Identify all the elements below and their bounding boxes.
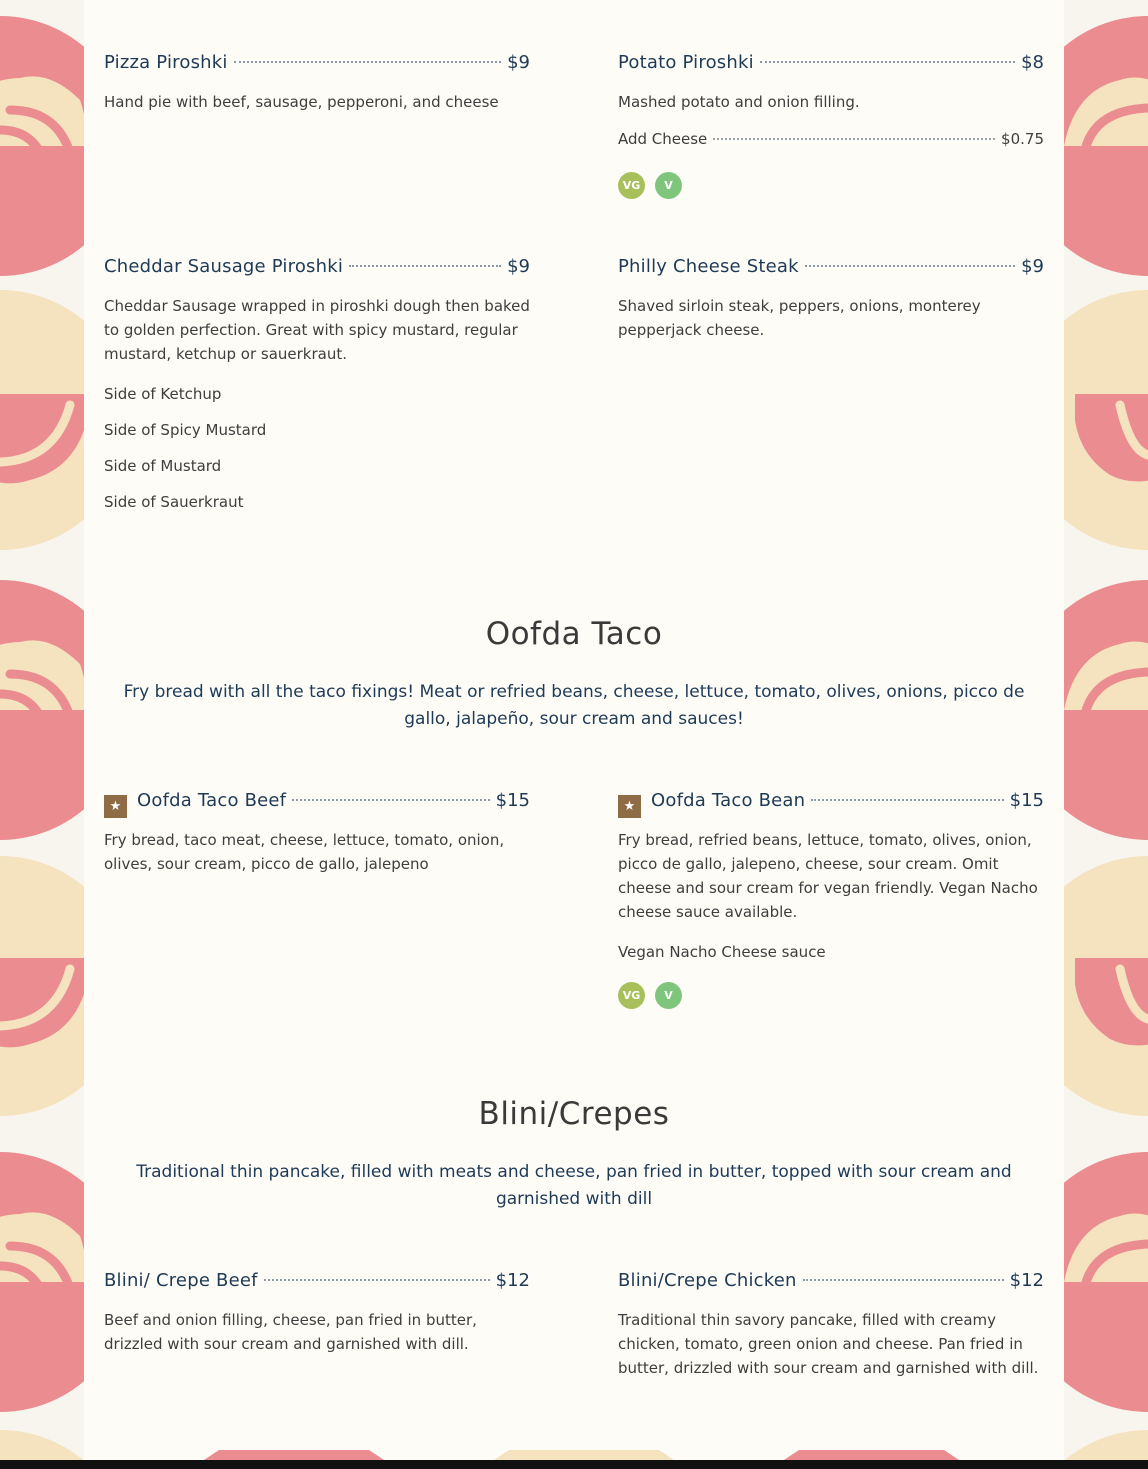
dot-leader [713, 138, 995, 140]
dot-leader [292, 799, 489, 801]
section-title-oofda-taco: Oofda Taco [485, 616, 663, 652]
item-description: Fry bread, refried beans, lettuce, tomato, olives, onion, picco de gallo, jalepeno, cheese, sour cream. Omit cheese and sour cream for vegan friendly. Vegan Nacho cheese sauce available. [618, 831, 1038, 921]
item-description: Beef and onion filling, cheese, pan fried in butter, drizzled with sour cream and garnished with dill. [104, 1311, 477, 1353]
side-sauerkraut-option[interactable]: Side of Sauerkraut [104, 493, 244, 511]
item-description: Hand pie with beef, sausage, pepperoni, and cheese [104, 93, 499, 111]
menu-item-pizza-piroshki[interactable] [104, 52, 530, 114]
dot-leader [264, 1279, 490, 1281]
item-price: $9 [1021, 256, 1044, 277]
item-name: Cheddar Sausage Piroshki [104, 256, 344, 277]
section-description-blini-crepes: Traditional thin pancake, filled with meats and cheese, pan fried in butter, topped with sour cream and garnished with dill [136, 1162, 1012, 1209]
item-price: $12 [1009, 1270, 1044, 1291]
section-description-oofda-taco: Fry bread with all the taco fixings! Meat or refried beans, cheese, lettuce, tomato, olives, onions, picco de gallo, jalapeño, sour cream and sauces! [123, 682, 1025, 729]
item-name: Potato Piroshki [618, 52, 754, 73]
dot-leader [349, 265, 501, 267]
add-cheese-option[interactable] [618, 130, 1044, 154]
section-title-blini-crepes: Blini/Crepes [478, 1096, 670, 1132]
item-description: Fry bread, taco meat, cheese, lettuce, tomato, onion, olives, sour cream, picco de gallo, jalepeno [104, 831, 505, 873]
menu-item-oofda-taco-beef[interactable] [104, 790, 530, 876]
item-price: $9 [507, 256, 530, 277]
side-mustard-option[interactable]: Side of Mustard [104, 457, 222, 475]
dot-leader [234, 61, 501, 63]
diet-badges [618, 172, 1044, 199]
dot-leader [805, 265, 1015, 267]
star-icon: ★ [104, 795, 127, 818]
item-name: Blini/Crepe Chicken [618, 1270, 797, 1291]
side-ketchup-option[interactable]: Side of Ketchup [104, 385, 222, 403]
window-bottom-edge [0, 1460, 1148, 1469]
item-name: Oofda Taco Beef [137, 790, 287, 811]
item-name: Blini/ Crepe Beef [104, 1270, 258, 1291]
dot-leader [760, 61, 1015, 63]
vegan-nacho-cheese-option[interactable]: Vegan Nacho Cheese sauce [618, 943, 826, 961]
vegetarian-badge: V [655, 172, 682, 199]
menu-item-potato-piroshki[interactable] [618, 52, 1044, 199]
menu-item-philly-cheese-steak[interactable] [618, 256, 1044, 342]
menu-item-oofda-taco-bean[interactable] [618, 790, 1044, 1009]
item-name: Oofda Taco Bean [651, 790, 806, 811]
item-description: Shaved sirloin steak, peppers, onions, monterey pepperjack cheese. [618, 297, 981, 339]
option-label: Add Cheese [618, 130, 708, 148]
dot-leader [811, 799, 1003, 801]
vegan-badge: VG [618, 172, 645, 199]
next-section-decoration [84, 1448, 1064, 1460]
item-description: Traditional thin savory pancake, filled with creamy chicken, tomato, green onion and cheese. Pan fried in butter, drizzled with sour cream and garnished with dill. [618, 1311, 1039, 1377]
item-description: Mashed potato and onion filling. [618, 93, 860, 111]
menu-item-cheddar-sausage-piroshki[interactable] [104, 256, 530, 514]
side-spicy-mustard-option[interactable]: Side of Spicy Mustard [104, 421, 267, 439]
item-price: $9 [507, 52, 530, 73]
item-price: $15 [495, 790, 530, 811]
item-price: $8 [1021, 52, 1044, 73]
item-price: $15 [1009, 790, 1044, 811]
vegetarian-badge: V [655, 982, 682, 1009]
star-icon: ★ [618, 795, 641, 818]
menu-item-blini-crepe-chicken[interactable] [618, 1270, 1044, 1380]
item-description: Cheddar Sausage wrapped in piroshki dough then baked to golden perfection. Great with spicy mustard, regular mustard, ketchup or sauerkraut. [104, 297, 530, 363]
diet-badges [618, 982, 1044, 1009]
item-name: Pizza Piroshki [104, 52, 228, 73]
dot-leader [803, 1279, 1004, 1281]
item-name: Philly Cheese Steak [618, 256, 799, 277]
option-price: $0.75 [1001, 130, 1044, 148]
vegan-badge: VG [618, 982, 645, 1009]
item-price: $12 [495, 1270, 530, 1291]
menu-item-blini-crepe-beef[interactable] [104, 1270, 530, 1356]
